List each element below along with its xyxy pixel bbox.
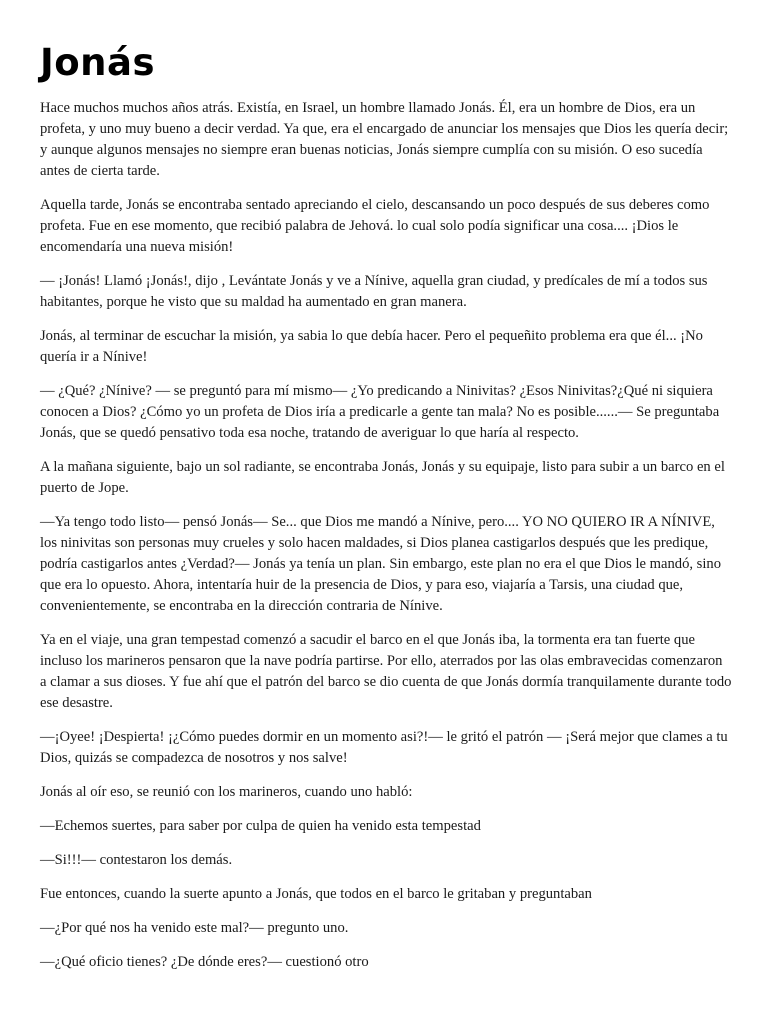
paragraph: —¡Oyee! ¡Despierta! ¡¿Cómo puedes dormir en un momento asi?!— le gritó el patrón — ¡Será mejor que clames a tu Dios, quizás se compadezca de nosotros y nos salve! [40,729,728,766]
paragraph: —Si!!!— contestaron los demás. [40,852,233,868]
paragraph: —¿Por qué nos ha venido este mal?— pregunto uno. [40,920,349,936]
document-page [40,38,732,986]
paragraph: — ¿Qué? ¿Nínive? — se preguntó para mí mismo— ¿Yo predicando a Ninivitas? ¿Esos Ninivitas?¿Qué ni siquiera conocen a Dios? ¿Cómo yo un profeta de Dios iría a predicarle a gente tan mala? No es posible......— Se preguntaba Jonás, que se quedó pensativo toda esa noche, tratando de averiguar lo que haría al respecto. [40,383,720,441]
paragraph: Fue entonces, cuando la suerte apunto a Jonás, que todos en el barco le gritaban y preguntaban [40,886,592,902]
paragraph: —Ya tengo todo listo— pensó Jonás— Se... que Dios me mandó a Nínive, pero.... YO NO QUIERO IR A NÍNIVE, los ninivitas son personas muy crueles y solo hacen maldades, si Dios planea castigarlos después que les predique, podría castigarlos antes ¿Verdad?— Jonás ya tenía un plan. Sin embargo, este plan no era el que Dios le mandó, sino que era lo opuesto. Ahora, intentaría huir de la presencia de Dios, y para eso, viajaría a Tarsis, una ciudad que, convenientemente, se encontraba en la dirección contraria de Nínive. [40,514,721,614]
paragraph: — ¡Jonás! Llamó ¡Jonás!, dijo , Levántate Jonás y ve a Nínive, aquella gran ciudad, y predícales de mí a todos sus habitantes, porque he visto que su maldad ha aumentado en gran manera. [40,273,708,310]
paragraph: Hace muchos muchos años atrás. Existía, en Israel, un hombre llamado Jonás. Él, era un hombre de Dios, era un profeta, y uno muy bueno a decir verdad. Ya que, era el encargado de anunciar los mensajes que Dios les quería decir; y aunque algunos mensajes no siempre eran buenas noticias, Jonás siempre cumplía con su misión. O eso sucedía antes de cierta tarde. [40,100,729,179]
paragraph: Jonás al oír eso, se reunió con los marineros, cuando uno habló: [40,784,413,800]
paragraph: Jonás, al terminar de escuchar la misión, ya sabia lo que debía hacer. Pero el pequeñito problema era que él... ¡No quería ir a Nínive! [40,328,703,365]
paragraph: A la mañana siguiente, bajo un sol radiante, se encontraba Jonás, Jonás y su equipaje, listo para subir a un barco en el puerto de Jope. [40,459,725,496]
paragraph: —Echemos suertes, para saber por culpa de quien ha venido esta tempestad [40,818,481,834]
document-title: Jonás [40,41,156,84]
paragraph: —¿Qué oficio tienes? ¿De dónde eres?— cuestionó otro [40,954,369,970]
paragraph: Aquella tarde, Jonás se encontraba sentado apreciando el cielo, descansando un poco después de sus deberes como profeta. Fue en ese momento, que recibió palabra de Jehová. lo cual solo podía significar una cosa.... ¡Dios le encomendaría una nueva misión! [40,197,710,255]
paragraph: Ya en el viaje, una gran tempestad comenzó a sacudir el barco en el que Jonás iba, la tormenta era tan fuerte que incluso los marineros pensaron que la nave podría partirse. Por ello, aterrados por las olas embravecidas comenzaron a clamar a sus dioses. Y fue ahí que el patrón del barco se dio cuenta de que Jonás dormía tranquilamente durante todo ese desastre. [40,632,732,711]
document-body [40,98,732,973]
